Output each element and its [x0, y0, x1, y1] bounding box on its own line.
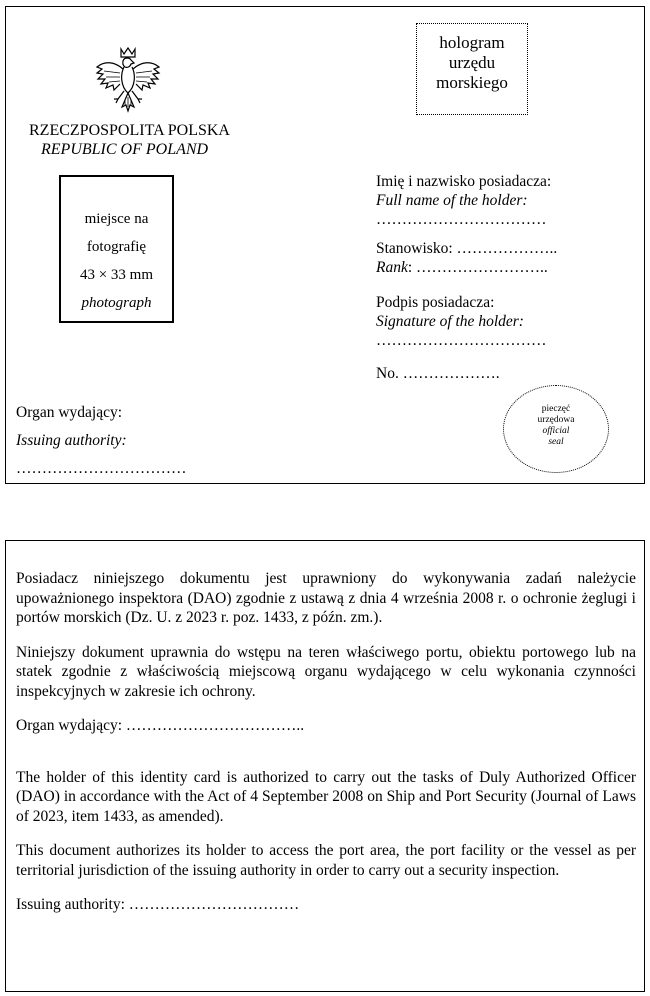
photo-size: 43 × 33 mm [79, 267, 154, 283]
full-name-label-en: Full name of the holder: [376, 192, 528, 209]
full-name-field: …………………………… [376, 211, 547, 228]
issuing-authority-field: …………………………… [16, 460, 187, 477]
hologram-line: urzędu [448, 53, 496, 72]
signature-label-en: Signature of the holder: [376, 313, 524, 330]
photo-label-line1: miejsce na [84, 211, 149, 227]
authorization-paragraph-en: The holder of this identity card is authorized to carry out the tasks of Duly Authorized Officer (DAO) in accordance with the Act of 4 September 2008 on Ship and Port Security (Journal of Laws of 2023, item 1433, as amended). [16, 768, 636, 825]
rank-field-en [376, 258, 557, 277]
access-paragraph-en: This document authorizes its holder to access the port area, the port facility or the vessel as per territorial jurisdiction of the issuing authority in order to carry out a security inspection. [16, 842, 636, 879]
signature-field: …………………………… [376, 332, 547, 349]
issuing-authority-label-pl: Organ wydający: [16, 404, 123, 421]
official-seal-placeholder [503, 385, 609, 473]
hologram-placeholder [416, 23, 528, 115]
hologram-line: morskiego [436, 73, 508, 92]
country-name [29, 121, 230, 159]
issuing-authority-line-pl: Organ wydający: …………………………….. [16, 717, 305, 734]
photo-placeholder [59, 175, 174, 323]
issuing-authority-block [16, 399, 187, 483]
rank-field-pl: Stanowisko: ……………….. [376, 240, 558, 257]
back-text [16, 569, 636, 915]
id-card-back [5, 540, 645, 992]
seal-line: official [542, 426, 570, 436]
seal-line: seal [548, 437, 564, 447]
id-card-front [5, 6, 645, 484]
card-number-field: No. ………………. [376, 365, 500, 382]
issuing-authority-label-en: Issuing authority: [16, 432, 127, 449]
signature-label-pl: Podpis posiadacza: [376, 294, 495, 311]
country-name-en: REPUBLIC OF POLAND [41, 141, 209, 158]
seal-line: urzędowa [537, 415, 575, 425]
seal-line: pieczęć [541, 404, 571, 414]
rank-label-en: Rank [376, 259, 408, 276]
photo-label-line2: fotografię [86, 239, 147, 255]
photo-label-en: photograph [81, 295, 152, 311]
hologram-line: hologram [439, 33, 505, 52]
issuing-authority-line-en: Issuing authority: …………………………… [16, 896, 300, 913]
full-name-label-pl: Imię i nazwisko posiadacza: [376, 173, 552, 190]
access-paragraph-pl: Niniejszy dokument uprawnia do wstępu na teren właściwego portu, obiektu portowego lub na statek zgodnie z właściwością miejscową organu wydającego w celu wykonania czynności inspekcyjnych w zakresie ich ochrony. [16, 643, 636, 700]
authorization-paragraph-pl: Posiadacz niniejszego dokumentu jest uprawniony do wykonywania zadań należycie upoważnionego inspektora (DAO) zgodnie z ustawą z dnia 4 września 2008 r. o ochronie żeglugi i portów morskich (Dz. U. z 2023 r. poz. 1433, z późn. zm.). [16, 570, 636, 626]
white-eagle-emblem-icon [94, 45, 162, 117]
holder-fields [376, 172, 557, 383]
country-name-pl: RZECZPOSPOLITA POLSKA [29, 122, 230, 139]
rank-dots: : …………………….. [407, 259, 548, 276]
